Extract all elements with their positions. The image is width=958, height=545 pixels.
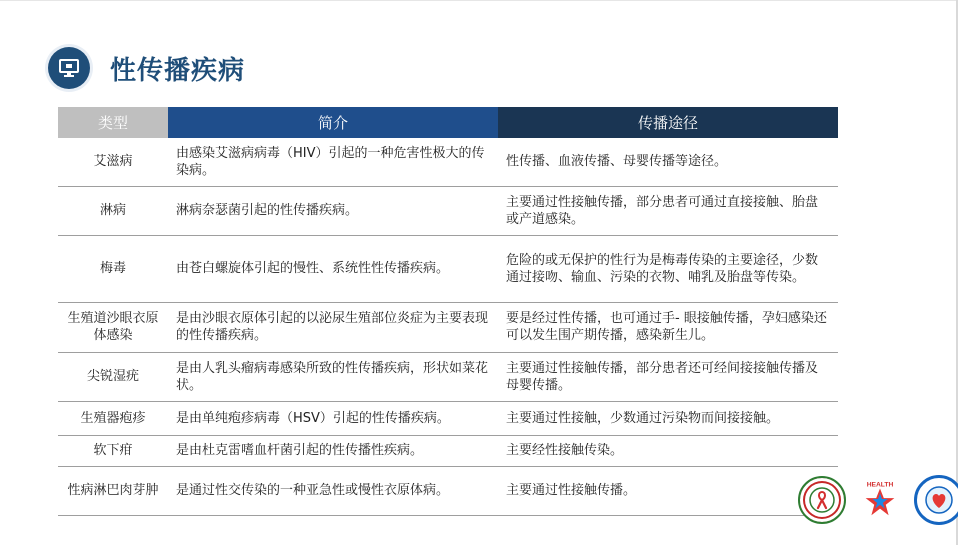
intro-cell: 淋病奈瑟菌引起的性传播疾病。 — [168, 186, 498, 235]
heart-cross-seal-icon — [914, 475, 958, 525]
frame-top-line — [0, 0, 958, 1]
type-cell: 艾滋病 — [58, 138, 168, 186]
intro-cell: 是由人乳头瘤病毒感染所致的性传播疾病，形状如菜花状。 — [168, 352, 498, 401]
type-cell: 梅毒 — [58, 235, 168, 302]
route-cell: 危险的或无保护的性行为是梅毒传染的主要途径，少数通过接吻、输血、污染的衣物、哺乳及胎盘等传染。 — [498, 235, 838, 302]
route-cell: 性传播、血液传播、母婴传播等途径。 — [498, 138, 838, 186]
intro-cell: 是由单纯疱疹病毒（HSV）引起的性传播疾病。 — [168, 401, 498, 435]
route-cell: 主要通过性接触传播。 — [498, 466, 838, 515]
type-cell: 尖锐湿疣 — [58, 352, 168, 401]
monitor-icon — [48, 47, 90, 89]
type-cell: 生殖道沙眼衣原体感染 — [58, 302, 168, 352]
intro-cell: 由感染艾滋病病毒（HIV）引起的一种危害性极大的传染病。 — [168, 138, 498, 186]
intro-cell: 是通过性交传染的一种亚急性或慢性衣原体病。 — [168, 466, 498, 515]
table-row — [58, 435, 838, 466]
table-row — [58, 186, 838, 235]
std-table — [58, 107, 838, 516]
logo-strip — [798, 475, 958, 525]
table-row — [58, 401, 838, 435]
type-cell: 生殖器疱疹 — [58, 401, 168, 435]
table-row — [58, 466, 838, 515]
header-route: 传播途径 — [498, 107, 838, 138]
intro-cell: 由苍白螺旋体引起的慢性、系统性性传播疾病。 — [168, 235, 498, 302]
route-cell: 主要经性接触传染。 — [498, 435, 838, 466]
table-row — [58, 138, 838, 186]
route-cell: 主要通过性接触，少数通过污染物而间接接触。 — [498, 401, 838, 435]
route-cell: 主要通过性接触传播，部分患者可通过直接接触、胎盘或产道感染。 — [498, 186, 838, 235]
intro-cell: 是由杜克雷嗜血杆菌引起的性传播性疾病。 — [168, 435, 498, 466]
table-row — [58, 352, 838, 401]
red-ribbon-seal-icon — [798, 476, 846, 524]
page-title: 性传播疾病 — [110, 55, 246, 86]
route-cell: 主要通过性接触传播，部分患者还可经间接接触传播及母婴传播。 — [498, 352, 838, 401]
header-intro: 简介 — [168, 107, 498, 138]
table-header-row — [58, 107, 838, 138]
type-cell: 性病淋巴肉芽肿 — [58, 466, 168, 515]
intro-cell: 是由沙眼衣原体引起的以泌尿生殖部位炎症为主要表现的性传播疾病。 — [168, 302, 498, 352]
route-cell: 要是经过性传播，也可通过手- 眼接触传播，孕妇感染还可以发生围产期传播，感染新生儿。 — [498, 302, 838, 352]
type-cell: 软下疳 — [58, 435, 168, 466]
health-star-icon — [858, 478, 902, 522]
table-row — [58, 235, 838, 302]
type-cell: 淋病 — [58, 186, 168, 235]
header-type: 类型 — [58, 107, 168, 138]
title-block — [48, 47, 245, 89]
health-logo-text: HEALTH — [866, 481, 894, 489]
table-row — [58, 302, 838, 352]
